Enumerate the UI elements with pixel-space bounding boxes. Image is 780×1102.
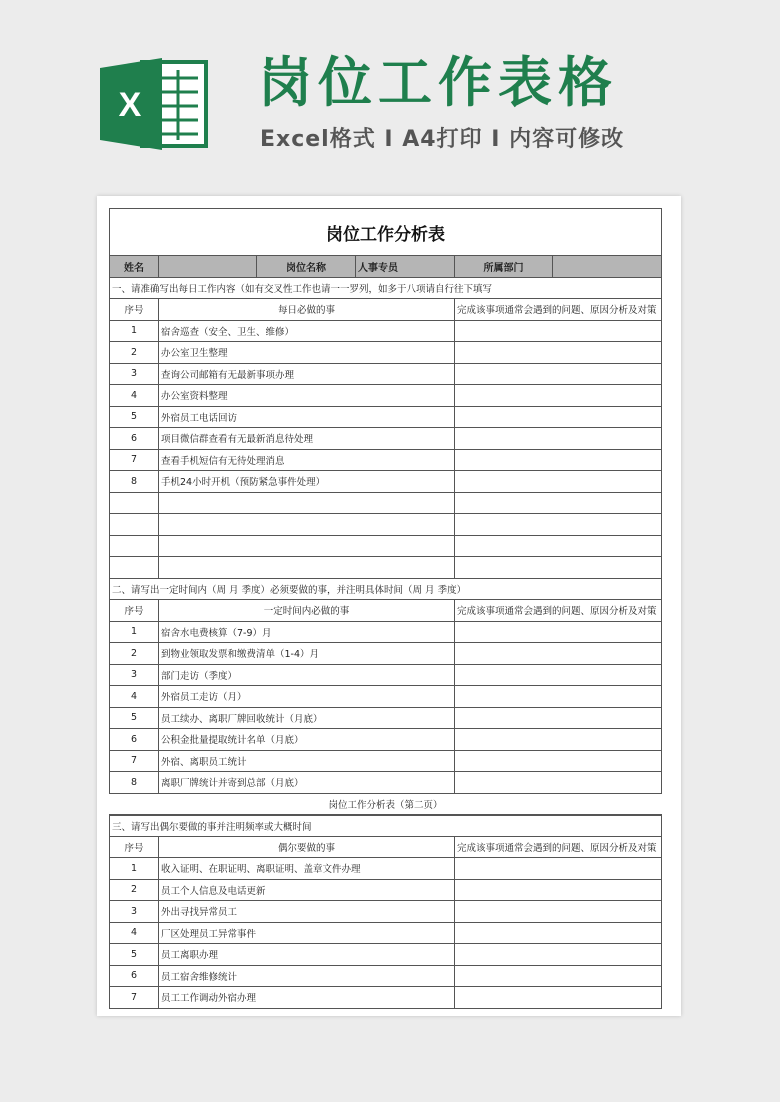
position-label: 岗位名称 [257,256,356,277]
row-number: 5 [110,944,159,965]
problem-cell[interactable] [455,407,661,428]
table-row [109,342,662,364]
excel-logo-icon [100,56,210,152]
row-number: 6 [110,729,159,750]
task-cell[interactable]: 外宿员工电话回访 [159,407,455,428]
row-number: 6 [110,966,159,987]
column-header-task: 偶尔要做的事 [159,837,455,858]
column-header-problem: 完成该事项通常会遇到的问题、原因分析及对策 [457,606,657,618]
problem-cell[interactable] [455,643,661,664]
column-header-problem: 完成该事项通常会遇到的问题、原因分析及对策 [457,842,657,854]
banner-title: 岗位工作表格 [258,51,618,114]
column-header-problem: 完成该事项通常会遇到的问题、原因分析及对策 [457,305,657,317]
task-cell[interactable]: 外宿员工走访（月） [159,686,455,707]
table-row [109,557,662,579]
table-row [109,643,662,665]
row-number: 4 [110,385,159,406]
row-number [110,536,159,557]
row-number [110,493,159,514]
table-row [109,987,662,1009]
problem-cell[interactable] [455,751,661,772]
section2-column-header [109,600,662,622]
table-title: 岗位工作分析表 [109,208,662,256]
table-row [109,364,662,386]
task-cell[interactable]: 收入证明、在职证明、离职证明、盖章文件办理 [159,858,455,879]
row-number: 7 [110,751,159,772]
task-cell[interactable]: 员工离职办理 [159,944,455,965]
task-cell[interactable] [159,557,455,578]
table-row [109,686,662,708]
row-number: 3 [110,901,159,922]
table-row [109,321,662,343]
task-cell[interactable] [159,536,455,557]
problem-cell[interactable] [455,364,661,385]
row-number [110,557,159,578]
problem-cell[interactable] [455,622,661,643]
problem-cell[interactable] [455,428,661,449]
row-number: 2 [110,880,159,901]
section3-heading: 三、请写出偶尔要做的事并注明频率或大概时间 [109,815,662,837]
table-row [109,880,662,902]
task-cell[interactable]: 部门走访（季度） [159,665,455,686]
problem-cell[interactable] [455,471,661,492]
column-header-task: 每日必做的事 [159,299,455,320]
row-number: 2 [110,342,159,363]
table-row [109,428,662,450]
section1-heading: 一、请准确写出每日工作内容（如有交叉性工作也请一一罗列，如多于八项请自行往下填写 [109,278,662,300]
task-cell[interactable]: 外宿、离职员工统计 [159,751,455,772]
problem-cell[interactable] [455,342,661,363]
dept-value-cell[interactable] [553,256,661,277]
banner [0,0,780,195]
job-analysis-table [109,208,662,1009]
table-row [109,407,662,429]
task-cell[interactable]: 离职厂牌统计并寄到总部（月底） [159,772,455,793]
problem-cell[interactable] [455,450,661,471]
task-cell[interactable]: 员工续办、离职厂牌回收统计（月底） [159,708,455,729]
header-row [109,256,662,278]
task-cell[interactable]: 办公室卫生整理 [159,342,455,363]
task-cell[interactable]: 办公室资料整理 [159,385,455,406]
column-header-no: 序号 [110,837,159,858]
table-row [109,901,662,923]
task-cell[interactable]: 公积金批量提取统计名单（月底） [159,729,455,750]
svg-text:X: X [118,86,142,124]
task-cell[interactable] [159,514,455,535]
task-cell[interactable]: 手机24小时开机（预防紧急事件处理） [159,471,455,492]
problem-cell[interactable] [455,514,661,535]
banner-subtitle: Excel格式 I A4打印 I 内容可修改 [260,127,625,152]
row-number: 7 [110,450,159,471]
dept-label: 所属部门 [455,256,553,277]
task-cell[interactable]: 查询公司邮箱有无最新事项办理 [159,364,455,385]
table-row [109,708,662,730]
table-row [109,944,662,966]
problem-cell[interactable] [455,772,661,793]
section1-column-header [109,299,662,321]
problem-cell[interactable] [455,321,661,342]
row-number: 3 [110,665,159,686]
task-cell[interactable]: 员工个人信息及电话更新 [159,880,455,901]
table-row [109,514,662,536]
problem-cell[interactable] [455,493,661,514]
name-label: 姓名 [110,256,159,277]
task-cell[interactable] [159,493,455,514]
problem-cell[interactable] [455,987,661,1008]
row-number: 8 [110,471,159,492]
problem-cell[interactable] [455,944,661,965]
row-number: 8 [110,772,159,793]
problem-cell[interactable] [455,901,661,922]
task-cell[interactable]: 厂区处理员工异常事件 [159,923,455,944]
problem-cell[interactable] [455,686,661,707]
task-cell[interactable]: 外出寻找异常员工 [159,901,455,922]
problem-cell[interactable] [455,665,661,686]
row-number: 1 [110,622,159,643]
page2-label: 岗位工作分析表（第二页） [109,794,662,816]
problem-cell[interactable] [455,385,661,406]
problem-cell[interactable] [455,966,661,987]
table-row [109,493,662,515]
row-number: 4 [110,686,159,707]
table-row [109,772,662,794]
task-cell[interactable]: 查看手机短信有无待处理消息 [159,450,455,471]
table-row [109,450,662,472]
table-row [109,622,662,644]
problem-cell[interactable] [455,536,661,557]
paper-sheet [97,196,681,1016]
table-row [109,665,662,687]
problem-cell[interactable] [455,708,661,729]
table-row [109,729,662,751]
row-number: 1 [110,321,159,342]
table-row [109,536,662,558]
row-number: 5 [110,708,159,729]
row-number [110,514,159,535]
table-row [109,385,662,407]
table-row [109,923,662,945]
task-cell[interactable]: 宿舍水电费核算（7-9）月 [159,622,455,643]
problem-cell[interactable] [455,880,661,901]
column-header-no: 序号 [110,600,159,621]
task-cell[interactable]: 员工宿舍维修统计 [159,966,455,987]
row-number: 2 [110,643,159,664]
position-value[interactable]: 人事专员 [356,256,455,277]
row-number: 7 [110,987,159,1008]
row-number: 5 [110,407,159,428]
task-cell[interactable]: 项目微信群查看有无最新消息待处理 [159,428,455,449]
section3-column-header [109,837,662,859]
table-row [109,858,662,880]
problem-cell[interactable] [455,729,661,750]
table-row [109,751,662,773]
name-value-cell[interactable] [159,256,257,277]
problem-cell[interactable] [455,858,661,879]
row-number: 6 [110,428,159,449]
row-number: 4 [110,923,159,944]
column-header-no: 序号 [110,299,159,320]
column-header-task: 一定时间内必做的事 [159,600,455,621]
row-number: 1 [110,858,159,879]
table-row [109,471,662,493]
table-row [109,966,662,988]
task-cell[interactable]: 宿舍巡查（安全、卫生、维修） [159,321,455,342]
problem-cell[interactable] [455,557,661,578]
row-number: 3 [110,364,159,385]
task-cell[interactable]: 员工工作调动外宿办理 [159,987,455,1008]
problem-cell[interactable] [455,923,661,944]
task-cell[interactable]: 到物业领取发票和缴费清单（1-4）月 [159,643,455,664]
section2-heading: 二、请写出一定时间内（周 月 季度）必须要做的事，并注明具体时间（周 月 季度） [109,579,662,601]
